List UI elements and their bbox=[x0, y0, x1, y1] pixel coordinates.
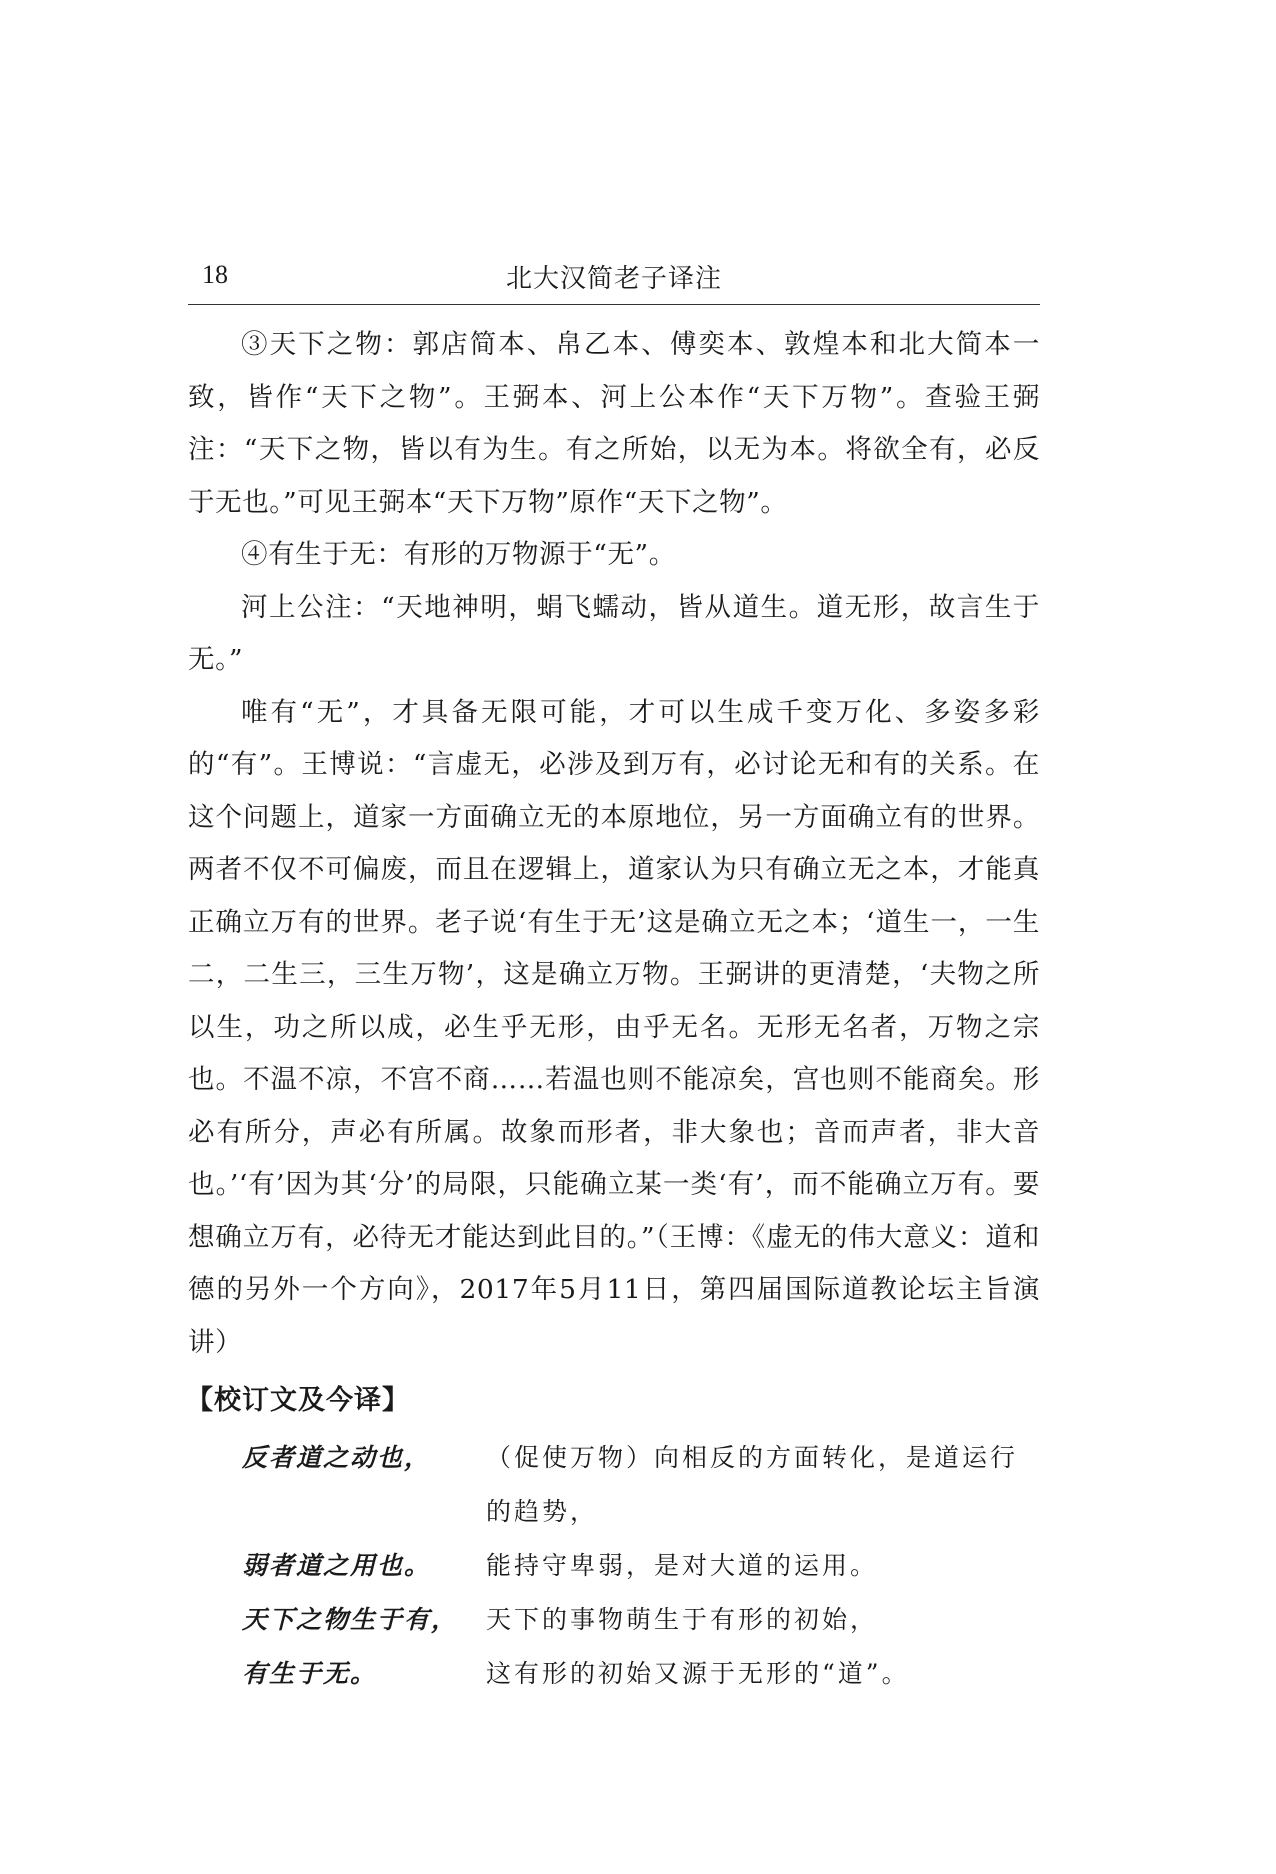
original-text: 有生于无。 bbox=[242, 1659, 378, 1688]
translation-table bbox=[242, 1431, 1040, 1701]
note-paragraph: ③天下之物：郭店简本、帛乙本、傅奕本、敦煌本和北大简本一致，皆作“天下之物”。王弼本、河上公本作“天下万物”。查验王弼注：“天下之物，皆以有为生。有之所始，以无为本。将欲全有，必反于无也。”可见王弼本“天下万物”原作“天下之物”。 bbox=[188, 329, 1040, 518]
running-header bbox=[188, 248, 1040, 305]
body-text bbox=[188, 319, 1040, 1369]
note-paragraph: ④有生于无：有形的万物源于“无”。 bbox=[241, 539, 676, 570]
note-paragraph: 唯有“无”，才具备无限可能，才可以生成千变万化、多姿多彩的“有”。王博说：“言虚无，必涉及到万有，必讨论无和有的关系。在这个问题上，道家一方面确立无的本原地位，另一方面确立有的世界。两者不仅不可偏废，而且在逻辑上，道家认为只有确立无之本，才能真正确立万有的世界。老子说‘有生于无’这是确立无之本；‘道生一，一生二，二生三，三生万物’，这是确立万物。王弼讲的更清楚，‘夫物之所以生，功之所以成，必生乎无形，由乎无名。无形无名者，万物之宗也。不温不凉，不宫不商……若温也则不能凉矣，宫也则不能商矣。形必有所分，声必有所属。故象而形者，非大象也；音而声者，非大音也。’‘有’因为其‘分’的局限，只能确立某一类‘有’，而不能确立万有。要想确立万有，必待无才能达到此目的。”（王博：《虚无的伟大意义：道和德的另外一个方向》，2017年5月11日，第四届国际道教论坛主旨演讲） bbox=[188, 696, 1040, 1358]
section-heading: 【校订文及今译】 bbox=[186, 1385, 410, 1416]
original-text: 天下之物生于有， bbox=[242, 1605, 459, 1634]
translation-row bbox=[242, 1593, 1040, 1647]
translated-text: 能持守卑弱，是对大道的运用。 bbox=[486, 1551, 879, 1580]
note-paragraph: 河上公注：“天地神明，蜎飞蠕动，皆从道生。道无形，故言生于无。” bbox=[188, 591, 1040, 675]
book-title: 北大汉简老子译注 bbox=[505, 264, 722, 294]
translated-text: 这有形的初始又源于无形的“道”。 bbox=[486, 1659, 910, 1688]
translated-text: 天下的事物萌生于有形的初始， bbox=[486, 1605, 879, 1634]
translated-text: （促使万物）向相反的方面转化，是道运行的趋势， bbox=[486, 1443, 1019, 1526]
book-page bbox=[188, 248, 1040, 1701]
original-text: 反者道之动也， bbox=[242, 1443, 432, 1472]
original-text: 弱者道之用也。 bbox=[242, 1551, 432, 1580]
page-number: 18 bbox=[202, 260, 228, 289]
translation-row bbox=[242, 1431, 1040, 1539]
translation-row bbox=[242, 1647, 1040, 1701]
translation-row bbox=[242, 1539, 1040, 1593]
